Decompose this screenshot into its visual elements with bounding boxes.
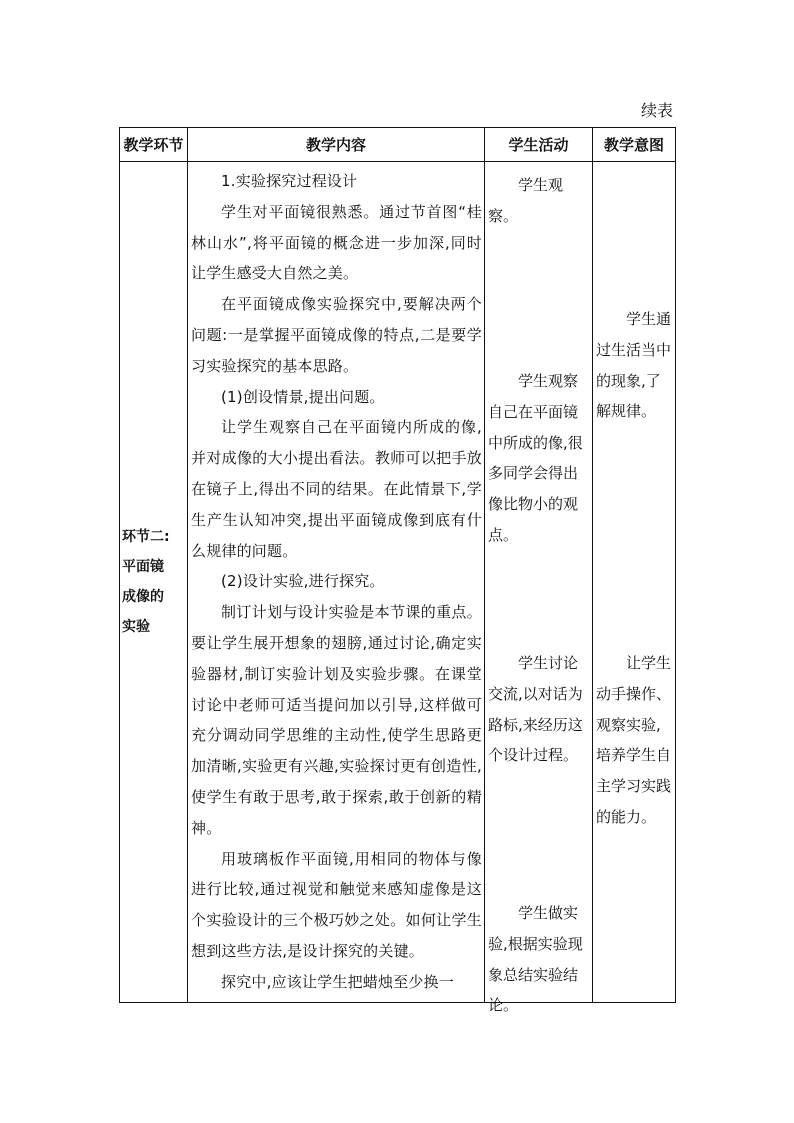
activity-item: 学生观察。 bbox=[488, 176, 564, 225]
stage-cell bbox=[120, 162, 188, 1003]
header-student-activity: 学生活动 bbox=[485, 128, 593, 162]
stage-line: 平面镜 bbox=[122, 559, 164, 575]
activity-item: 学生做实验,根据实验现象总结实验结论。 bbox=[488, 904, 583, 1015]
content-paragraph: 学生对平面镜很熟悉。通过节首图“桂林山水”,将平面镜的概念进一步加深,同时让学生感受大自然之美。 bbox=[191, 202, 482, 283]
activity-cell bbox=[485, 162, 593, 1015]
stage-line: 实验 bbox=[122, 619, 150, 635]
lesson-plan-table bbox=[119, 127, 676, 1015]
activity-item: 学生观察自己在平面镜中所成的像,很多同学会得出像比物小的观点。 bbox=[488, 372, 583, 544]
header-teaching-stage: 教学环节 bbox=[120, 128, 188, 162]
content-subheading: (1)创设情景,提出问题。 bbox=[221, 387, 385, 406]
content-paragraph: 在平面镜成像实验探究中,要解决两个问题:一是掌握平面镜成像的特点,二是要学习实验探究的基本思路。 bbox=[191, 295, 482, 375]
header-teaching-content: 教学内容 bbox=[188, 128, 485, 162]
table-header-row bbox=[120, 128, 676, 162]
content-paragraph: 制订计划与设计实验是本节课的重点。要让学生展开想象的翅膀,通过讨论,确定实验器材,制订实验计划及实验步骤。在课堂讨论中老师可适当提问加以引导,这样做可充分调动同学思维的主动性,使学生思路更加清晰,实验更有兴趣,实验探讨更有创造性,使学生有敢于思考,敢于探索,敢于创新的精神。 bbox=[191, 603, 482, 837]
content-heading: 1.实验探究过程设计 bbox=[221, 172, 358, 190]
table-row bbox=[120, 162, 676, 1003]
intent-cell bbox=[593, 162, 676, 1003]
intent-item: 让学生动手操作、观察实验,培养学生自主学习实践的能力。 bbox=[596, 654, 672, 826]
content-paragraph: 探究中,应该让学生把蜡烛至少换一 bbox=[221, 972, 454, 991]
table-continued-caption: 续表 bbox=[640, 101, 673, 120]
header-teaching-intent: 教学意图 bbox=[593, 128, 676, 162]
activity-item: 学生讨论交流,以对话为路标,来经历这个设计过程。 bbox=[488, 654, 583, 765]
intent-item: 学生通过生活当中的现象,了解规律。 bbox=[596, 310, 672, 421]
content-cell bbox=[188, 162, 485, 1003]
stage-line: 成像的 bbox=[122, 589, 164, 605]
content-paragraph: 用玻璃板作平面镜,用相同的物体与像进行比较,通过视觉和触觉来感知虚像是这个实验设计的三个极巧妙之处。如何让学生想到这些方法,是设计探究的关键。 bbox=[191, 849, 482, 960]
stage-line: 环节二: bbox=[122, 529, 170, 545]
content-subheading: (2)设计实验,进行探究。 bbox=[221, 572, 385, 591]
content-paragraph: 让学生观察自己在平面镜内所成的像,并对成像的大小提出看法。教师可以把手放在镜子上,得出不同的结果。在此情景下,学生产生认知冲突,提出平面镜成像到底有什么规律的问题。 bbox=[191, 418, 482, 560]
